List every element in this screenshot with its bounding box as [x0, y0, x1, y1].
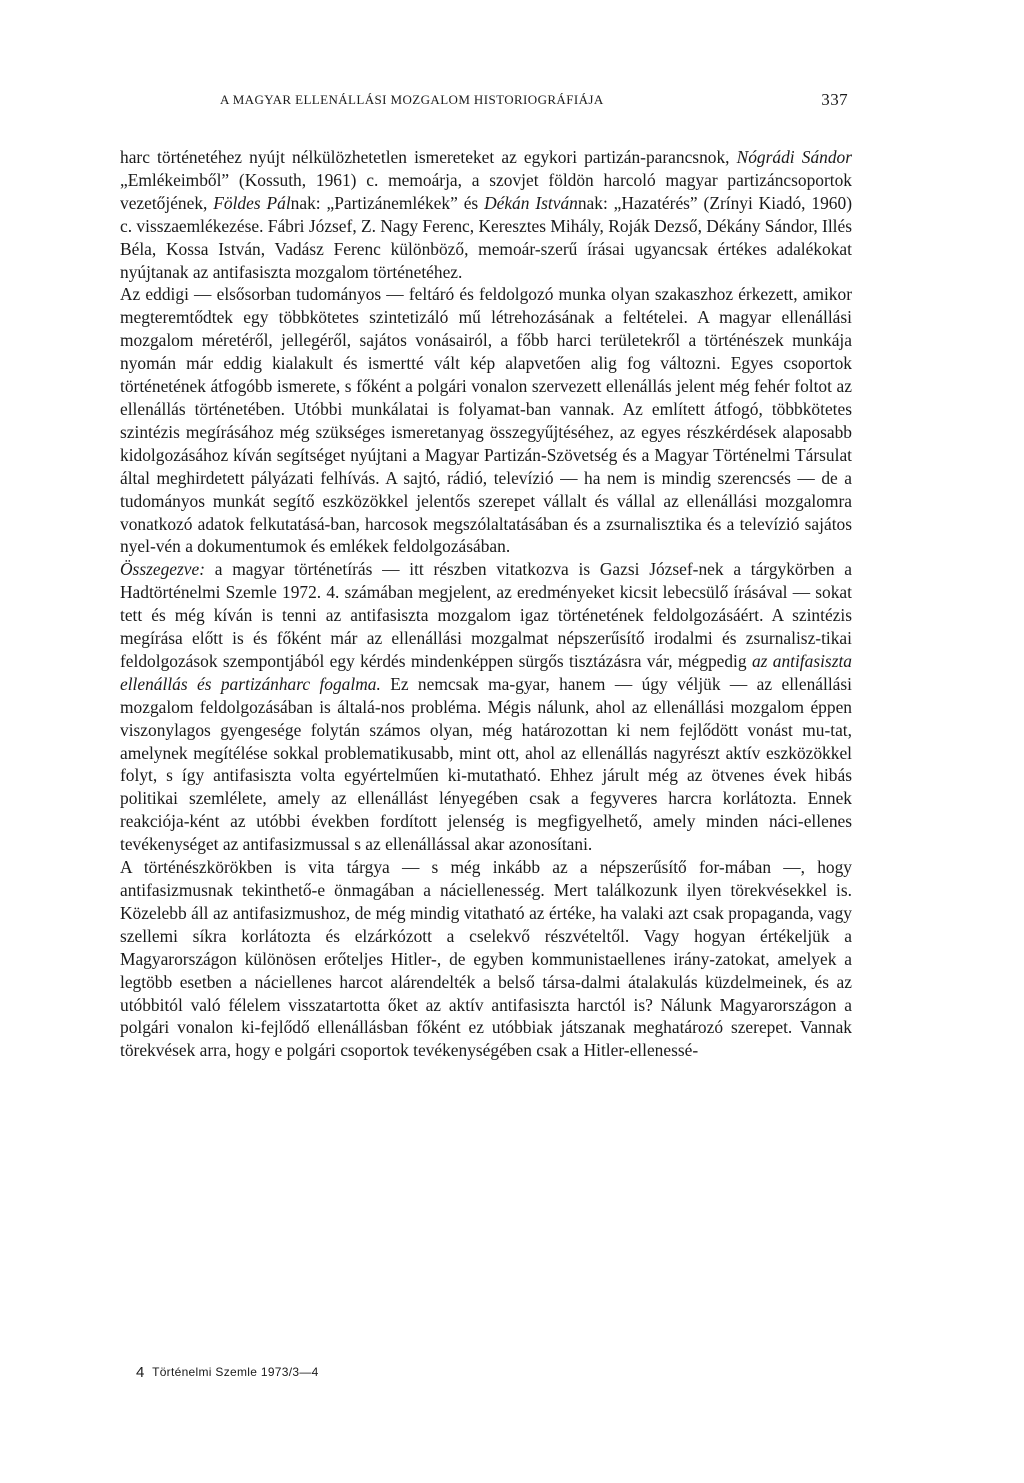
- page-number: 337: [821, 90, 848, 109]
- italic-text-run: az antifasiszta ellenállás és partizánharc fogalma.: [120, 650, 852, 694]
- paragraph-2: [120, 283, 852, 558]
- text-run: harc történetéhez nyújt nélkülözhetetlen ismereteket az egykori partizán-parancsnok,: [120, 147, 737, 167]
- running-head: [120, 90, 848, 114]
- text-run: nak: „Partizánemlékek” és: [290, 192, 485, 213]
- paragraph-1: [120, 146, 852, 283]
- text-run: Az eddigi — elsősorban tudományos — feltáró és feldolgozó munka olyan szakaszhoz érkezett, amikor megteremtődtek egy többkötetes szintetizáló mű létrehozásának a feltételei. A magyar ellenállási mozgalom méretéről, jellegéről, sajátos vonásairól, a főbb harci területekről a történészek munkája nyomán már eddig kialakult és ismertté vált kép alapvetően alig fog változni. Egyes csoportok történetének átfogóbb ismerete, s főként a polgári vonalon szervezett ellenállás jelent még fehér foltot az ellenállás történetében. Utóbbi munkálatai is folyamat-ban vannak. Az említett átfogó, többkötetes szintézis megírásához még szükséges ismeretanyag összegyűjtéséhez, az egyes részkérdések alaposabb kidolgozásához kíván segítséget nyújtani a Magyar Partizán-Szövetség és a Magyar Történelmi Társulat által meghirdetett pályázati felhívás. A sajtó, rádió, televízió — ha nem is mindig szerencsés — de a tudományos munkát segítő eszközökkel jelentős szerepet vállalt és vállal az ellenállási mozgalomra vonatkozó adatok felkutatásá-ban, harcosok megszólaltatásában és a zsurnalisztika és a televízió sajátos nyel-vén a dokumentumok és emlékek feldolgozásában.: [120, 284, 852, 557]
- text-run: a magyar történetírás — itt részben vitatkozva is Gazsi József-nek a tárgykörben a Hadtörténelmi Szemle 1972. 4. számában megjelent, az eredményeket kicsit lebecsülő írásával — sokat tett és még kíván is tenni az antifasiszta mozgalom igaz történetének feldolgozásáért. A szintézis megírása előtt is és főként már az ellenállási mozgalmat népszerűsítő irodalmi és zsurnalisz-tikai feldolgozások szempontjából egy kérdés mindenképpen sürgős tisztázásra vár, mégpedig: [120, 559, 852, 671]
- text-run: Ez nemcsak ma-gyar, hanem — úgy véljük — az ellenállási mozgalom feldolgozásában is általá-nos probléma. Mégis nálunk, ahol az ellenállási mozgalom éppen viszonylagos gyengesége folytán számos olyan, még határozottan ki nem fejlődött vonást mu-tat, amelynek megítélése sokkal problematikusabb, mint ott, ahol az ellenállás nagyrészt aktív eszközökkel folyt, s így antifasiszta volta egyértelműen ki-mutatható. Ehhez járult még az ötvenes évek hibás politikai szemlélete, amely az ellenállást lényegében csak a fegyveres harcra korlátozta. Ennek reakciója-ként az utóbbi években fordított jelenség is megfigyelhető, amely minden náci-ellenes tevékenységet az antifasizmussal s az ellenállással akar azonosítani.: [120, 673, 852, 855]
- paragraph-3: [120, 558, 852, 856]
- printer-signature-number: 4: [136, 1364, 145, 1381]
- italic-text-run: Dékán István: [484, 192, 578, 213]
- footer-signature-line: [136, 1364, 319, 1381]
- italic-text-run: Földes Pál: [213, 192, 291, 213]
- paragraph-4: [120, 856, 852, 1062]
- italic-text-run: Nógrádi Sándor: [736, 147, 852, 167]
- text-run: „Emlékeimből” (Kossuth, 1961) c. memoárja, a szovjet földön harcoló magyar partizáncsoportok vezetőjének,: [120, 169, 852, 213]
- body-text: [120, 146, 852, 1062]
- italic-text-run: Összegezve:: [120, 559, 205, 580]
- text-run: A történészkörökben is vita tárgya — s még inkább az a népszerűsítő for-mában —, hogy antifasizmusnak tekinthető-e önmagában a náciellenesség. Mert találkozunk ilyen törekvésekkel is. Közelebb áll az antifasizmushoz, de még mindig vitatható az értéke, ha valaki azt csak propaganda, vagy szellemi síkra korlátozta és elzárkózott a cselekvő részvételtől. Vagy hogyan értékeljük a Magyarországon különösen erőteljes Hitler-, de egyben kommunistaellenes irány-zatokat, amelyek a legtöbb esetben a náciellenes harcot alárendelték a belső társa-dalmi átalakulás küzdelmeinek, és az utóbbitól való félelem visszatartotta őket az aktív antifasiszta harctól is? Nálunk Magyarországon a polgári vonalon ki-fejlődő ellenállásban főként ez utóbbiak játszanak meghatározó szerepet. Vannak törekvések arra, hogy e polgári csoportok tevékenységében csak a Hitler-ellenessé-: [120, 857, 852, 1061]
- running-title: A MAGYAR ELLENÁLLÁSI MOZGALOM HISTORIOGRÁFIÁJA: [220, 92, 604, 107]
- journal-issue-label: Történelmi Szemle 1973/3—4: [152, 1365, 319, 1379]
- text-run: nak: „Hazatérés” (Zrínyi Kiadó, 1960) c. visszaemlékezése. Fábri József, Z. Nagy Ferenc, Keresztes Mihály, Roják Dezső, Dékány Sándor, Illés Béla, Kossa István, Vadász Ferenc különböző, memoár-szerű írásai ugyancsak értékes adalékokat nyújtanak az antifasiszta mozgalom történetéhez.: [120, 192, 852, 282]
